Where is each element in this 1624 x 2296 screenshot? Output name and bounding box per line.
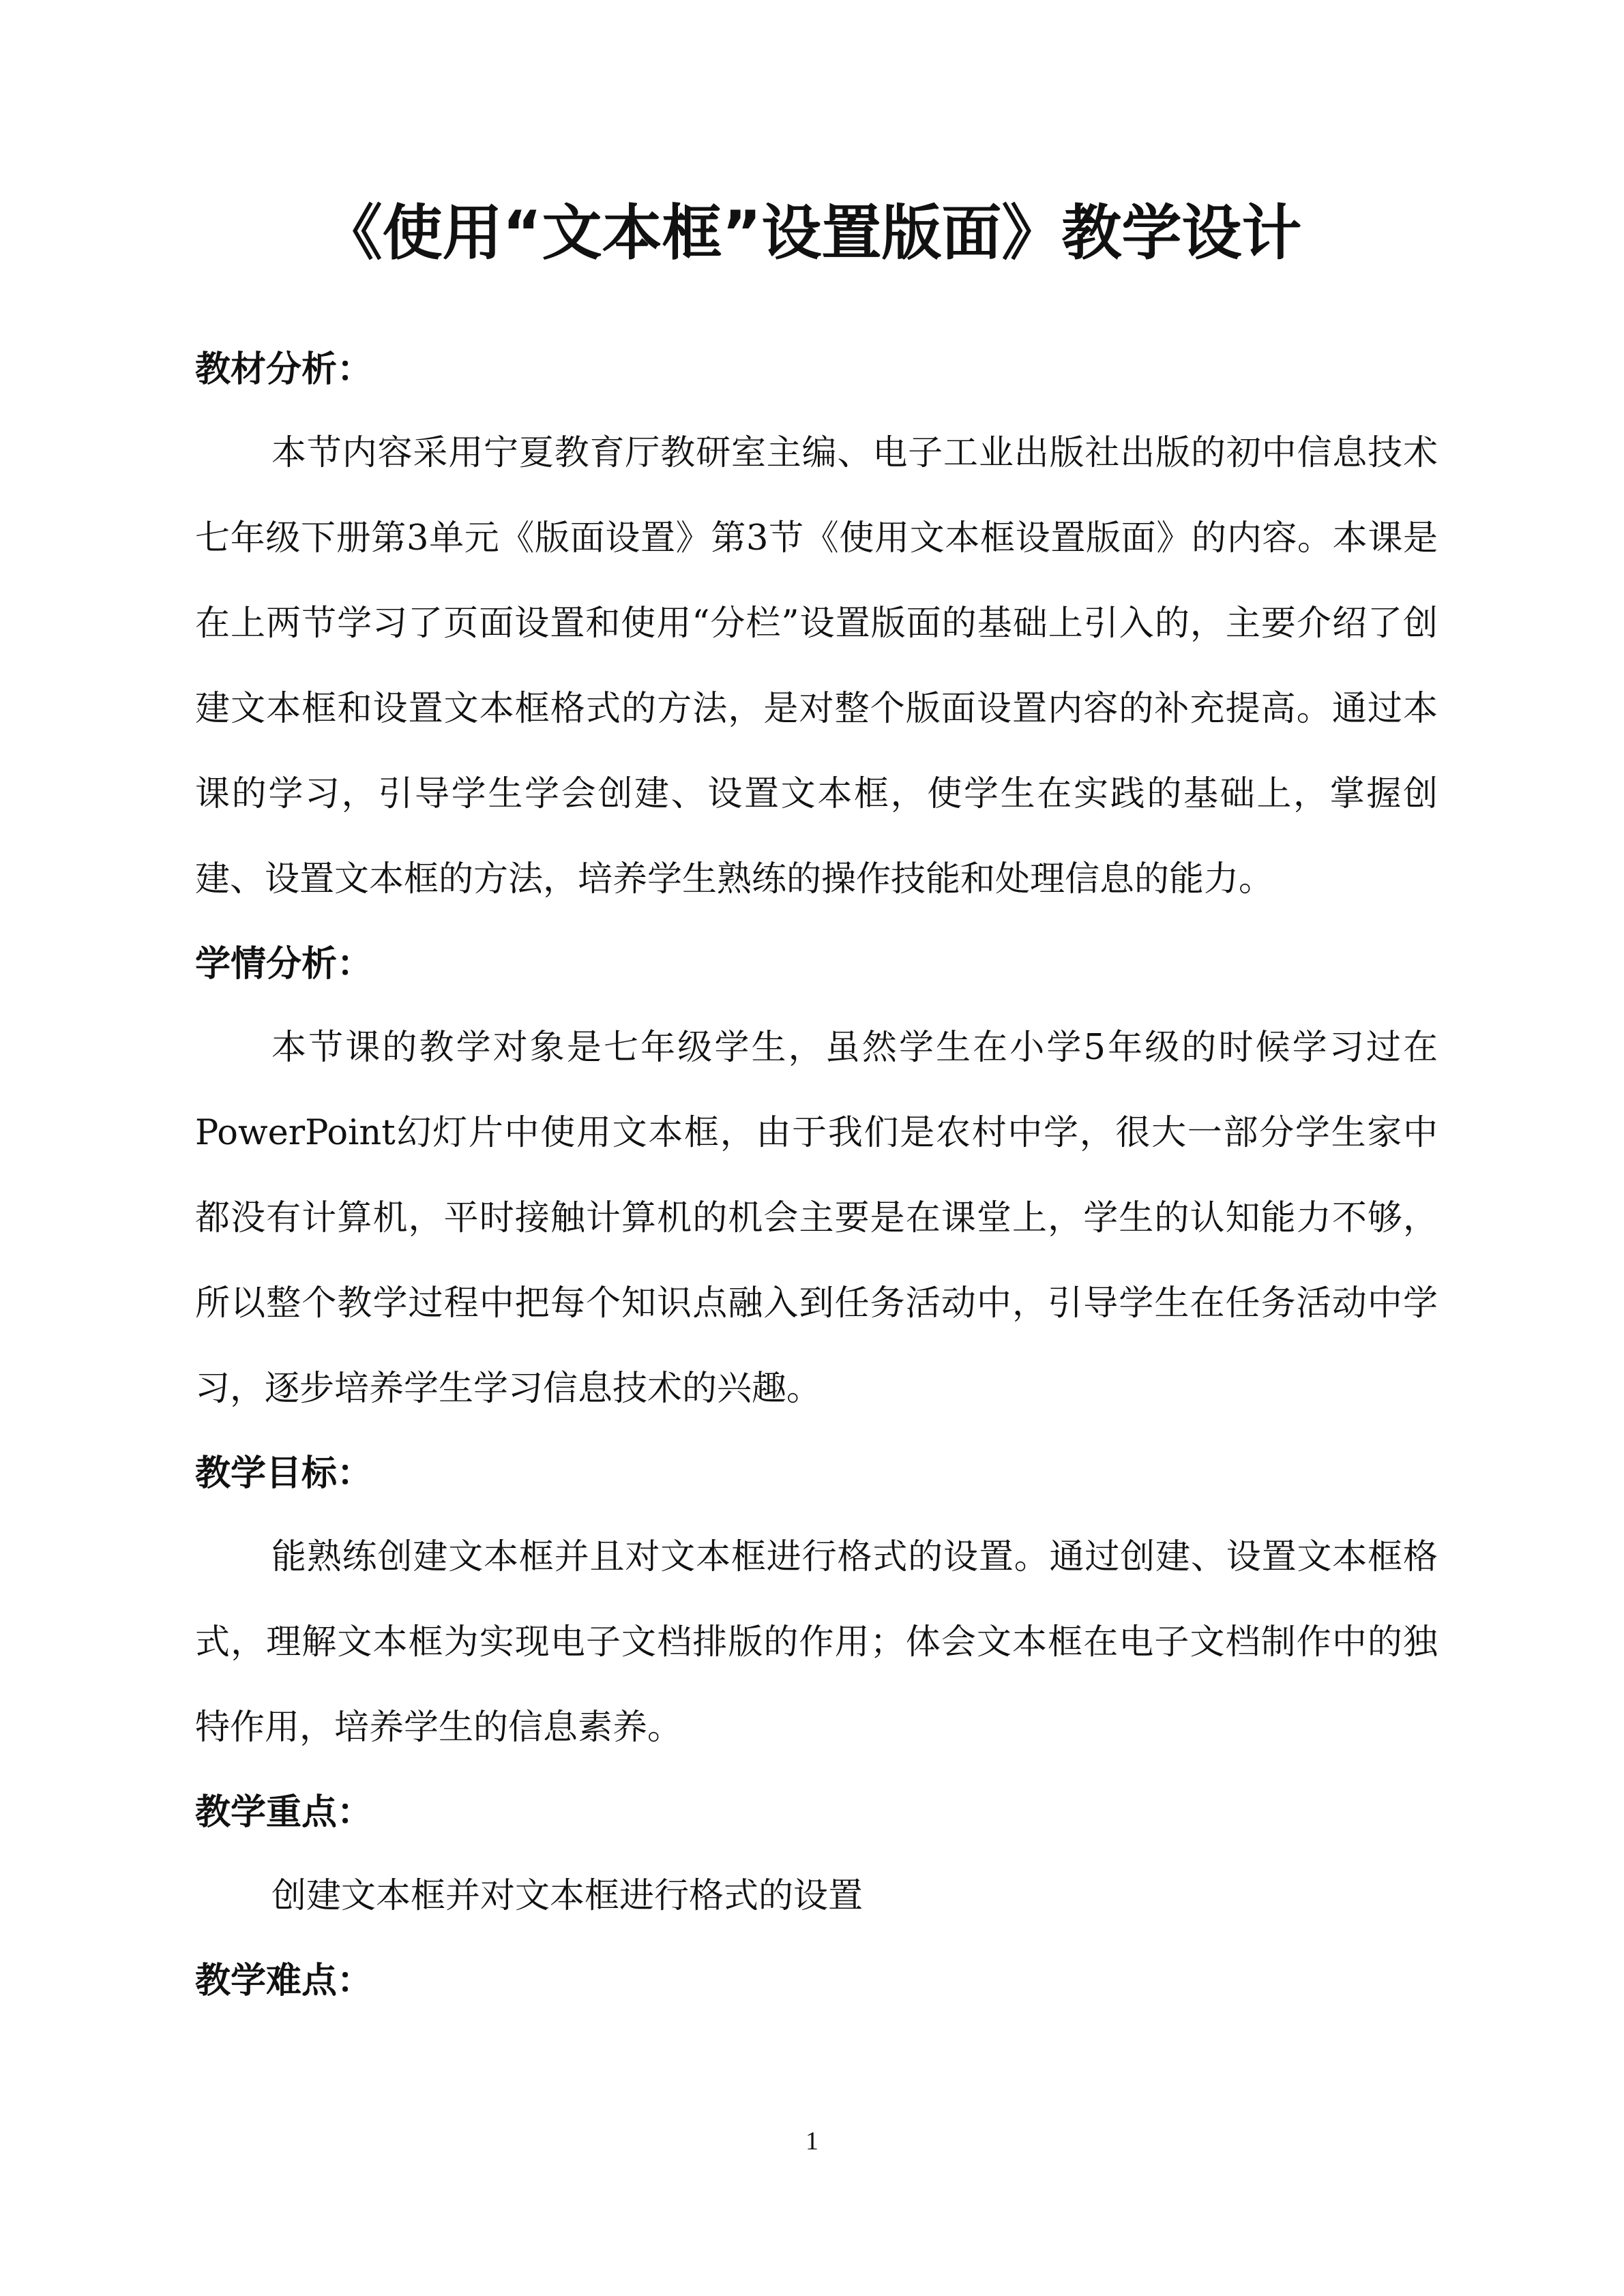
section-heading: 教学目标： [195, 1453, 373, 1494]
section-paragraph: 能熟练创建文本框并且对文本框进行格式的设置。通过创建、设置文本框格式，理解文本框为实现电子文档排版的作用；体会文本框在电子文档制作中的独特作用，培养学生的信息素养。 [195, 1537, 1438, 1748]
page-number: 1 [806, 2127, 818, 2156]
document-body [195, 327, 1438, 2022]
section-heading: 教学重点： [195, 1792, 373, 1833]
section-textbook-analysis [195, 334, 1438, 922]
section-heading: 教材分析： [195, 349, 373, 390]
section-teaching-objectives [195, 1438, 1438, 1770]
section-paragraph: 创建文本框并对文本框进行格式的设置 [271, 1876, 863, 1916]
section-heading: 学情分析： [195, 944, 373, 985]
section-learner-analysis [195, 929, 1438, 1431]
section-difficult-points [195, 1945, 1438, 2016]
section-paragraph: 本节课的教学对象是七年级学生，虽然学生在小学5年级的时候学习过在PowerPoint幻灯片中使用文本框，由于我们是农村中学，很大一部分学生家中都没有计算机，平时接触计算机的机会主要是在课堂上，学生的认知能力不够，所以整个教学过程中把每个知识点融入到任务活动中，引导学生在任务活动中学习，逐步培养学生学习信息技术的兴趣。 [195, 1028, 1438, 1409]
section-key-points [195, 1777, 1438, 1939]
section-heading: 教学难点： [195, 1960, 373, 2001]
section-paragraph: 本节内容采用宁夏教育厅教研室主编、电子工业出版社出版的初中信息技术七年级下册第3单元《版面设置》第3节《使用文本框设置版面》的内容。本课是在上两节学习了页面设置和使用“分栏”设置版面的基础上引入的，主要介绍了创建文本框和设置文本框格式的方法，是对整个版面设置内容的补充提高。通过本课的学习，引导学生学会创建、设置文本框，使学生在实践的基础上，掌握创建、设置文本框的方法，培养学生熟练的操作技能和处理信息的能力。 [195, 433, 1438, 899]
document-title: 《使用“文本框”设置版面》教学设计 [322, 198, 1302, 268]
